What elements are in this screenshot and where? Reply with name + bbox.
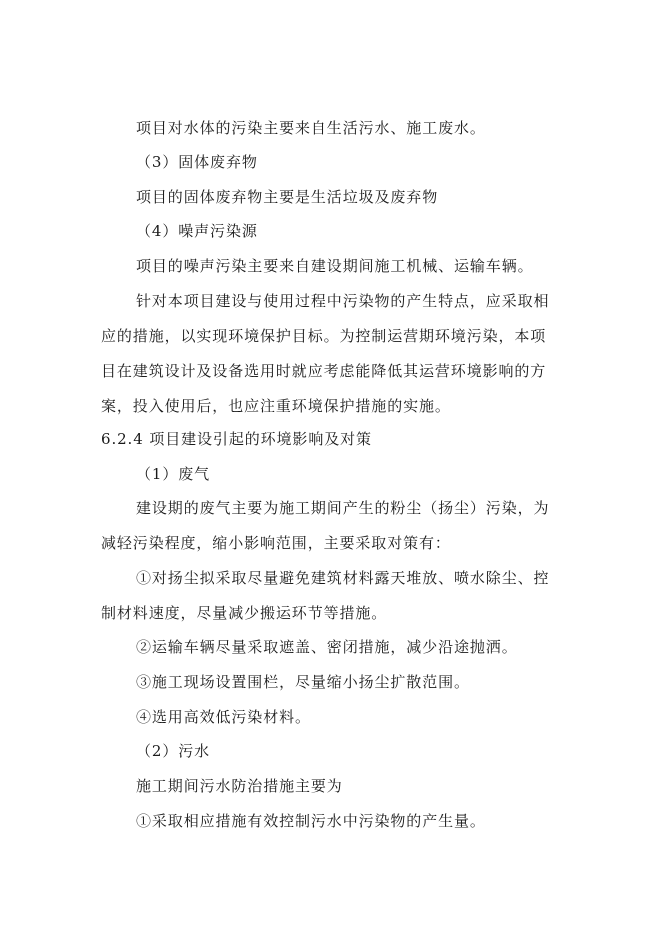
- subheading-solid-waste: （3）固体废弃物: [136, 153, 258, 171]
- list-item: ④选用高效低污染材料。: [136, 708, 311, 726]
- paragraph-line: 案，投入使用后，也应注重环境保护措施的实施。: [101, 397, 451, 415]
- list-item: ③施工现场设置围栏，尽量缩小扬尘扩散范围。: [136, 673, 470, 691]
- list-item: ②运输车辆尽量采取遮盖、密闭措施，减少沿途抛洒。: [136, 638, 518, 656]
- subheading-noise: （4）噪声污染源: [136, 222, 258, 240]
- paragraph-line: 建设期的废气主要为施工期间产生的粉尘（扬尘）污染，为: [136, 499, 550, 517]
- paragraph-line: 目在建筑设计及设备选用时就应考虑能降低其运营环境影响的方: [101, 362, 547, 380]
- subheading-exhaust-gas: （1）废气: [136, 465, 211, 483]
- paragraph-line: 减轻污染程度，缩小影响范围，主要采取对策有：: [101, 534, 451, 552]
- paragraph-line: 应的措施，以实现环境保护目标。为控制运营期环境污染，本项: [101, 327, 547, 345]
- subheading-wastewater: （2）污水: [136, 742, 211, 760]
- paragraph-line: 针对本项目建设与使用过程中污染物的产生特点，应采取相: [136, 292, 550, 310]
- section-heading: 6.2.4 项目建设引起的环境影响及对策: [101, 430, 372, 448]
- list-item: ①对扬尘拟采取尽量避免建筑材料露天堆放、喷水除尘、控: [136, 569, 550, 587]
- paragraph-line: 项目的固体废弃物主要是生活垃圾及废弃物: [136, 188, 439, 206]
- paragraph-line: 项目的噪声污染主要来自建设期间施工机械、运输车辆。: [136, 257, 534, 275]
- paragraph-line: 项目对水体的污染主要来自生活污水、施工废水。: [136, 119, 486, 137]
- list-item: ①采取相应措施有效控制污水中污染物的产生量。: [136, 812, 486, 830]
- paragraph-line: 施工期间污水防治措施主要为: [136, 777, 343, 795]
- paragraph-line: 制材料速度，尽量减少搬运环节等措施。: [101, 604, 388, 622]
